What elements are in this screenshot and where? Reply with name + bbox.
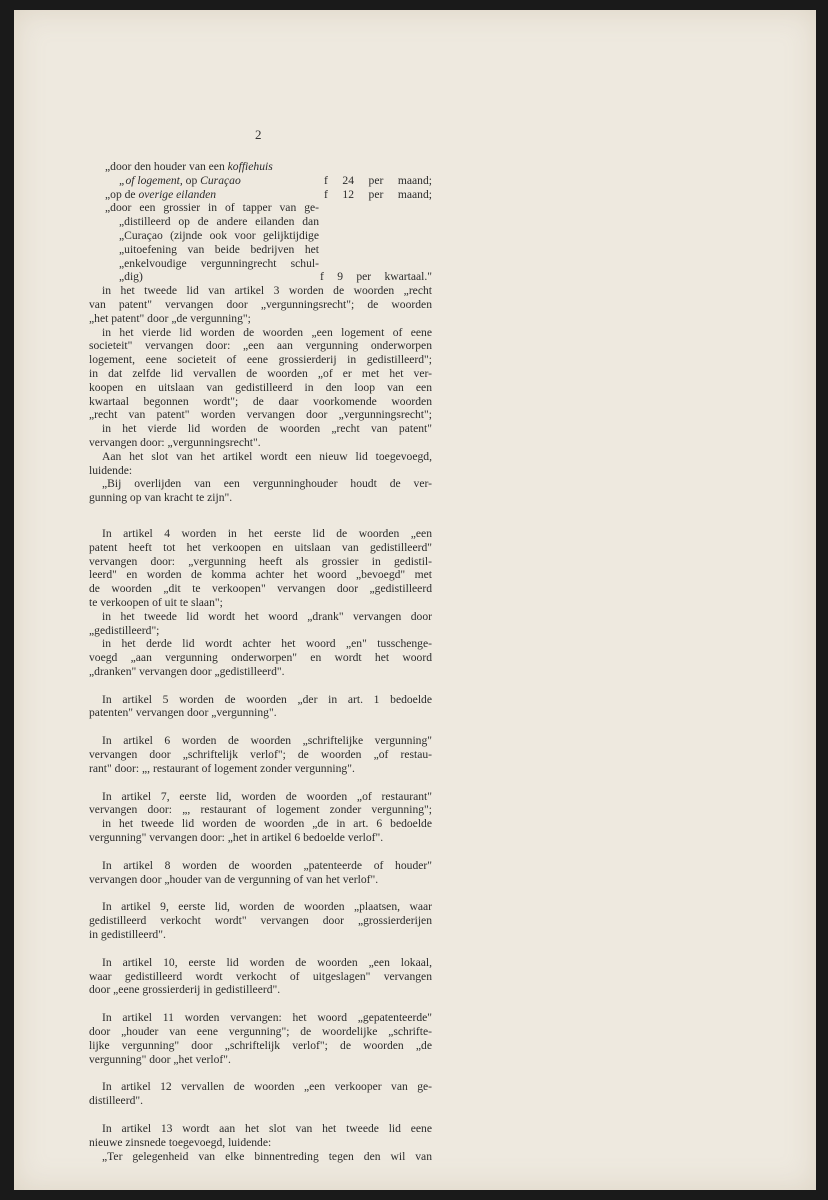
text-line: in het tweede lid worden de woorden „de in art. 6 bedoelde <box>102 817 432 831</box>
text-line: in het tweede lid van artikel 3 worden de woorden „recht <box>102 284 432 298</box>
paragraph-artikel-10 <box>89 956 432 997</box>
paragraph-artikel-8 <box>89 859 432 887</box>
fee-label: „door den houder van een <box>105 160 228 173</box>
page-number: 2 <box>255 127 262 142</box>
fee-list <box>89 160 432 201</box>
fee-label-italic: overige eilanden <box>138 187 217 201</box>
fee-label-italic: koffiehuis <box>227 160 273 173</box>
paragraph-artikel-6 <box>89 734 432 775</box>
fee-label: op <box>182 173 201 187</box>
text-line: in dat zelfde lid vervallen de woorden „of er met het ver- <box>89 366 432 380</box>
paragraph-artikel-4 <box>89 527 432 679</box>
text-line: de woorden „dit te verkoopen" vervangen door „gedistilleerd <box>89 582 432 596</box>
paragraph-artikel-7 <box>89 790 432 845</box>
fee-amount: f 24 per maand; <box>324 173 432 187</box>
text-line: Aan het slot van het artikel wordt een nieuw lid toegevoegd, <box>102 449 432 463</box>
text-line: distilleerd". <box>89 1094 143 1108</box>
paragraph-artikel-9 <box>89 900 432 941</box>
fee-label: „op de <box>105 187 139 201</box>
text-line: nieuwe zinsnede toegevoegd, luidende: <box>89 1135 272 1149</box>
text-line: gunning op van kracht te zijn". <box>89 491 233 505</box>
text-line: „distilleerd op de andere eilanden dan <box>119 215 319 229</box>
text-line: kwartaal begonnen wordt"; de daar voorkomende woorden <box>89 394 432 408</box>
grossier-clause <box>89 201 319 270</box>
text-line: „Ter gelegenheid van elke binnentreding tegen den wil van <box>102 1149 432 1163</box>
text-line: In artikel 4 worden in het eerste lid de woorden „een <box>102 526 432 540</box>
text-line: in het vierde lid worden de woorden „een logement of eene <box>102 325 432 339</box>
text-line: In artikel 7, eerste lid, worden de woorden „of restaurant" <box>102 789 432 803</box>
text-line: door „eene grossierderij in gedistilleerd". <box>89 983 281 997</box>
text-line: In artikel 9, eerste lid, worden de woorden „plaatsen, waar <box>102 900 432 914</box>
text-line: te verkoopen of uit te slaan"; <box>89 595 223 609</box>
text-line: vervangen door „houder van de vergunning of van het verlof". <box>89 872 379 886</box>
text-line: vergunning" vervangen door: „het in artikel 6 bedoelde verlof". <box>89 831 384 845</box>
text-line: In artikel 5 worden de woorden „der in art. 1 bedoelde <box>102 692 432 706</box>
fee-amount: f 12 per maand; <box>324 187 432 201</box>
text-line: van patent" vervangen door „vergunningsrecht"; de woorden <box>89 297 432 311</box>
fee-label-italic: Curaçao <box>200 173 241 187</box>
text-line: „gedistilleerd"; <box>89 623 160 637</box>
fee-row <box>89 270 432 284</box>
text-line: „enkelvoudige vergunningrecht schul- <box>119 256 319 270</box>
text-line: In artikel 12 vervallen de woorden „een verkooper van ge- <box>102 1080 432 1094</box>
text-line: In artikel 6 worden de woorden „schriftelijke vergunning" <box>102 734 432 748</box>
fee-row <box>89 188 432 202</box>
body-text <box>89 160 432 1163</box>
text-line: patent heeft tot het verkoopen en uitslaan van gedistilleerd" <box>89 540 432 554</box>
text-line: vervangen door: „, restaurant of logement zonder vergunning"; <box>89 803 432 817</box>
text-line: „Curaçao (zijnde ook voor gelijktijdige <box>119 228 319 242</box>
text-line: logement, eene societeit of eene grossierderij in gedistilleerd"; <box>89 353 432 367</box>
text-line: in het tweede lid wordt het woord „drank" vervangen door <box>102 609 432 623</box>
text-line: vervangen door „schriftelijk verlof"; de woorden „of restau- <box>89 748 432 762</box>
paragraph-artikel-12 <box>89 1080 432 1108</box>
fee-row <box>89 160 432 174</box>
fee-amount: f 9 per kwartaal." <box>320 270 432 284</box>
text-line: In artikel 8 worden de woorden „patenteerde of houder" <box>102 858 432 872</box>
text-line: In artikel 11 worden vervangen: het woord „gepatenteerde" <box>102 1011 432 1025</box>
text-line: in het derde lid wordt achter het woord „en" tusschenge- <box>102 637 432 651</box>
text-line: societeit" vervangen door: „een aan vergunning onderworpen <box>89 339 432 353</box>
text-line: „dranken" vervangen door „gedistilleerd". <box>89 664 285 678</box>
fee-label-italic: „of logement, <box>119 173 183 187</box>
text-line: in het vierde lid worden de woorden „recht van patent" <box>102 422 432 436</box>
fee-label: „dig) <box>119 270 143 284</box>
text-line: in gedistilleerd". <box>89 928 166 942</box>
document-page <box>14 10 816 1190</box>
text-line: vervangen door: „vergunning heeft als grossier in gedistil- <box>89 554 432 568</box>
text-line: In artikel 10, eerste lid worden de woorden „een lokaal, <box>102 955 432 969</box>
text-line: „Bij overlijden van een vergunninghouder houdt de ver- <box>102 477 432 491</box>
text-line: rant" door: „, restaurant of logement zonder vergunning". <box>89 761 355 775</box>
text-line: „door een grossier in of tapper van ge- <box>105 201 319 215</box>
text-line: „recht van patent" worden vervangen door „vergunningsrecht"; <box>89 408 432 422</box>
text-line: koopen en uitslaan van gedistilleerd in den loop van een <box>89 380 432 394</box>
text-line: vervangen door: „vergunningsrecht". <box>89 435 261 449</box>
text-line: vergunning" door „het verlof". <box>89 1052 231 1066</box>
text-line: leerd" en worden de komma achter het woord „bevoegd" met <box>89 568 432 582</box>
paragraph-artikel-3 <box>89 284 432 505</box>
text-line: waar gedistilleerd wordt verkocht of uitgeslagen" vervangen <box>89 969 432 983</box>
text-line: „het patent" door „de vergunning"; <box>89 311 251 325</box>
text-line: In artikel 13 wordt aan het slot van het tweede lid eene <box>102 1122 432 1136</box>
text-line: voegd „aan vergunning onderworpen" en wordt het woord <box>89 651 432 665</box>
text-line: luidende: <box>89 463 133 477</box>
paragraph-artikel-13 <box>89 1122 432 1163</box>
fee-row <box>89 174 432 188</box>
paragraph-artikel-11 <box>89 1011 432 1066</box>
text-line: gedistilleerd verkocht wordt" vervangen door „grossierderijen <box>89 914 432 928</box>
paragraph-artikel-5 <box>89 693 432 721</box>
text-line: „uitoefening van beide bedrijven het <box>119 242 319 256</box>
text-line: door „houder van eene vergunning"; de woordelijke „schrifte- <box>89 1025 432 1039</box>
text-line: lijke vergunning" door „schriftelijk verlof"; de woorden „de <box>89 1038 432 1052</box>
text-line: patenten" vervangen door „vergunning". <box>89 706 277 720</box>
